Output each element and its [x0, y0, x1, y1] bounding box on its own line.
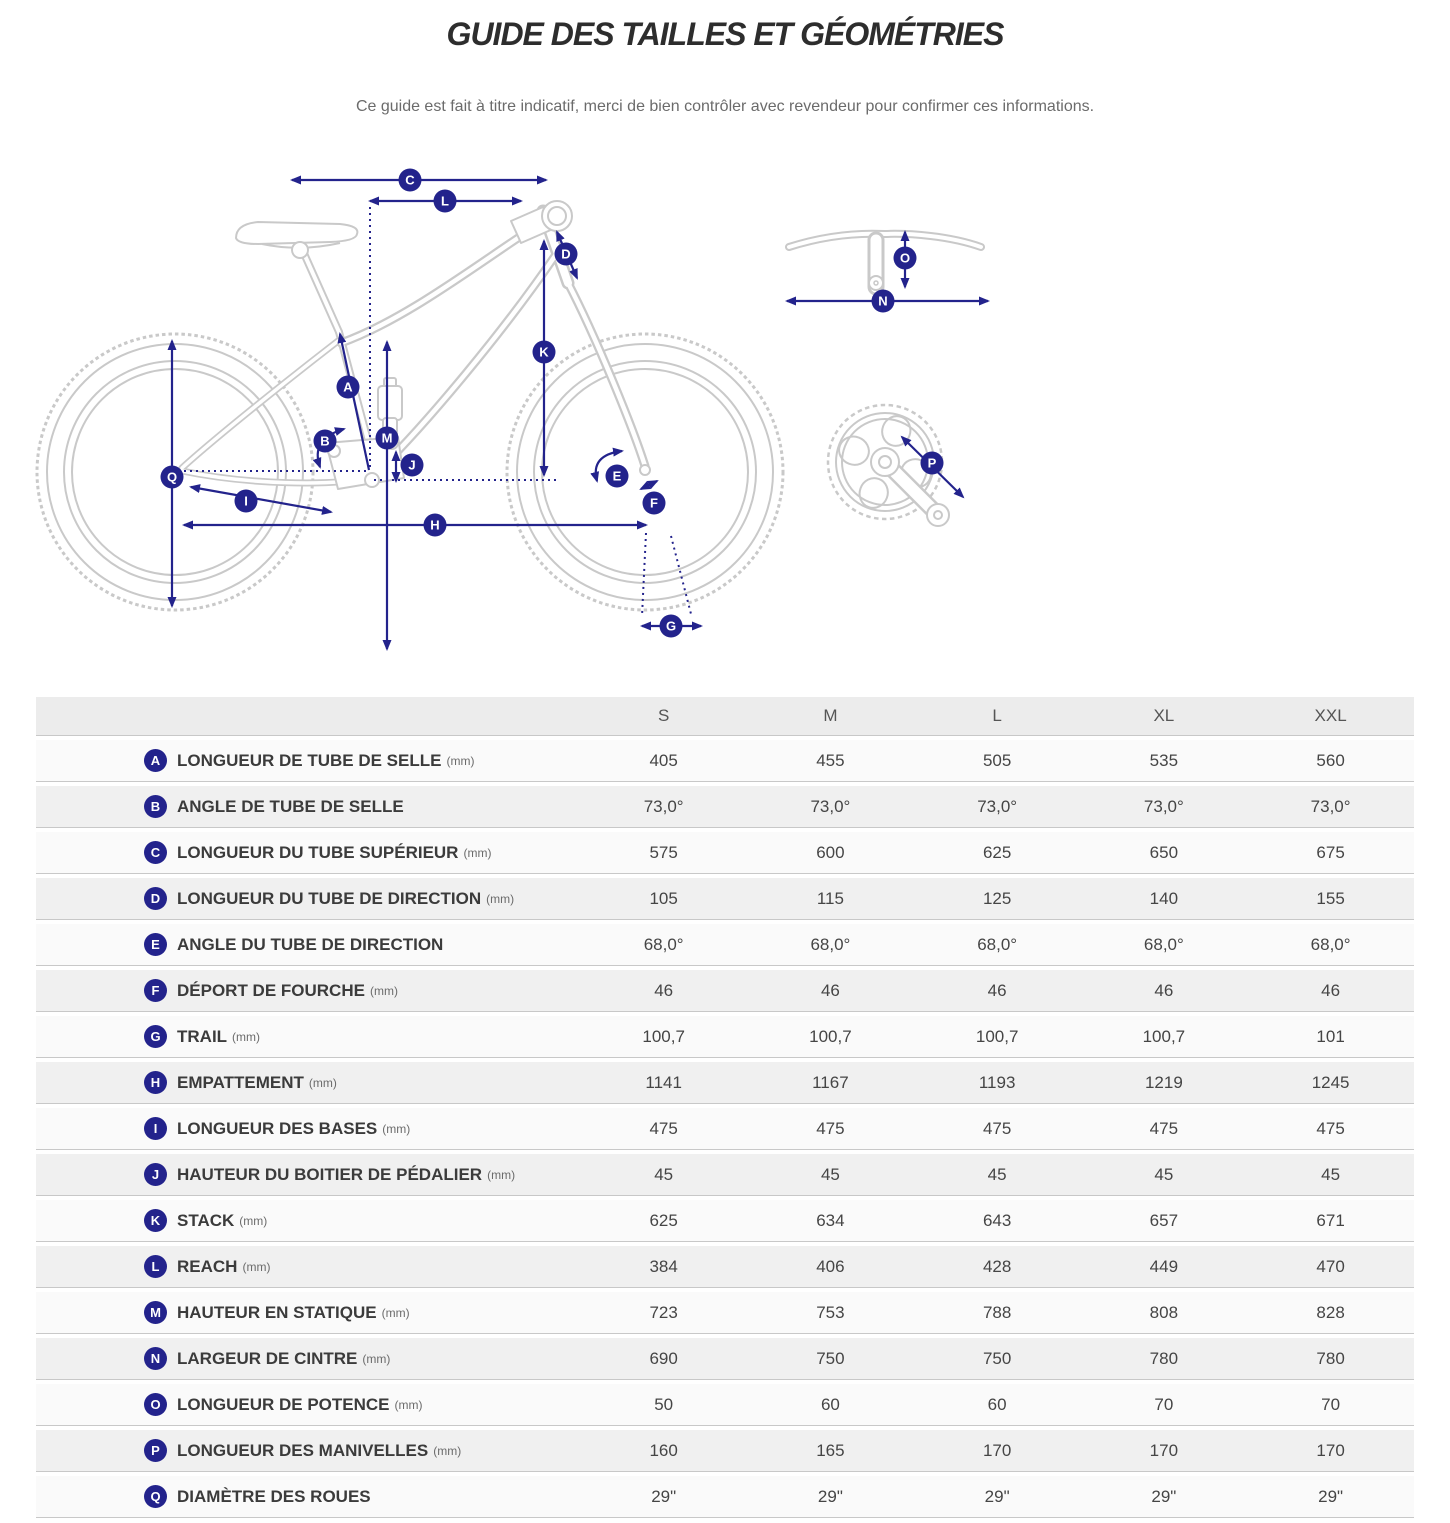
row-value-xxl: 45: [1321, 1164, 1341, 1184]
diagram-marker-q: [161, 466, 184, 489]
row-value-s: 384: [649, 1256, 678, 1276]
row-head: [36, 795, 580, 818]
table-row-b: [36, 786, 1414, 828]
table-row-a: [36, 740, 1414, 782]
row-value-l: 750: [982, 1348, 1012, 1368]
row-label: ANGLE DU TUBE DE DIRECTION: [177, 934, 444, 954]
row-letter-badge: K: [144, 1209, 167, 1232]
row-value-l: 625: [982, 842, 1012, 862]
svg-text:D: D: [561, 246, 571, 262]
svg-text:J: J: [408, 457, 416, 473]
row-value-xxl: 671: [1316, 1210, 1345, 1230]
row-value-xl: 29": [1151, 1486, 1177, 1506]
row-value-xxl: 675: [1316, 842, 1345, 862]
row-value-xl: 170: [1149, 1440, 1179, 1460]
row-value-l: 46: [987, 980, 1007, 1000]
row-value-l: 60: [987, 1394, 1007, 1414]
row-head: [36, 749, 580, 772]
row-value-m: 455: [816, 750, 845, 770]
row-value-m: 475: [816, 1118, 845, 1138]
svg-text:E: E: [612, 468, 622, 484]
row-head: [36, 1209, 580, 1232]
table-body: [36, 740, 1414, 1518]
row-label: LONGUEUR DES MANIVELLES: [177, 1440, 429, 1460]
row-value-xl: 780: [1149, 1348, 1179, 1368]
row-value-xxl: 46: [1321, 980, 1341, 1000]
row-value-l: 643: [982, 1210, 1012, 1230]
row-letter-badge: N: [144, 1347, 167, 1370]
row-head: [36, 1439, 580, 1462]
row-label: REACH: [177, 1256, 238, 1276]
diagram-marker-e: [606, 465, 629, 488]
table-row-j: [36, 1154, 1414, 1196]
table-row-g: [36, 1016, 1414, 1058]
row-letter-badge: G: [144, 1025, 167, 1048]
row-unit: (mm): [433, 1443, 462, 1458]
row-letter-badge: H: [144, 1071, 167, 1094]
row-value-l: 29": [984, 1486, 1010, 1506]
row-head: [36, 979, 580, 1002]
svg-text:Q: Q: [166, 469, 178, 485]
row-head: [36, 933, 580, 956]
row-value-xl: 46: [1154, 980, 1174, 1000]
page-title: GUIDE DES TAILLES ET GÉOMÉTRIES: [446, 16, 1004, 52]
table-row-o: [36, 1384, 1414, 1426]
row-label: LONGUEUR DE POTENCE: [177, 1394, 390, 1414]
svg-text:F: F: [650, 495, 658, 511]
table-row-k: [36, 1200, 1414, 1242]
row-head: [36, 1025, 580, 1048]
table-row-n: [36, 1338, 1414, 1380]
row-value-xl: 70: [1154, 1394, 1174, 1414]
row-value-xl: 475: [1149, 1118, 1179, 1138]
row-unit: (mm): [394, 1397, 423, 1412]
row-value-m: 46: [820, 980, 840, 1000]
svg-text:M: M: [381, 430, 393, 446]
row-value-l: 788: [982, 1302, 1012, 1322]
row-label: LARGEUR DE CINTRE: [177, 1348, 358, 1368]
row-value-xl: 68,0°: [1143, 934, 1184, 954]
row-value-m: 68,0°: [810, 934, 851, 954]
row-letter-badge: E: [144, 933, 167, 956]
svg-text:K: K: [539, 344, 549, 360]
row-value-m: 750: [816, 1348, 845, 1368]
row-value-l: 73,0°: [977, 796, 1018, 816]
geometry-diagram: [0, 150, 1450, 690]
table-row-d: [36, 878, 1414, 920]
row-label: DÉPORT DE FOURCHE: [177, 980, 365, 1000]
handlebar-icon: [789, 234, 981, 290]
row-letter-badge: D: [144, 887, 167, 910]
svg-text:L: L: [441, 193, 449, 209]
row-label: LONGUEUR DU TUBE DE DIRECTION: [177, 888, 482, 908]
svg-text:C: C: [405, 172, 415, 188]
row-value-xxl: 1245: [1311, 1072, 1350, 1092]
bike-geometry-diagram-svg: [0, 150, 1450, 690]
row-value-m: 73,0°: [810, 796, 851, 816]
row-value-xxl: 70: [1321, 1394, 1341, 1414]
row-value-xxl: 780: [1316, 1348, 1345, 1368]
svg-text:G: G: [665, 618, 677, 634]
row-letter-badge: P: [144, 1439, 167, 1462]
row-value-m: 60: [820, 1394, 840, 1414]
diagram-marker-h: [424, 514, 447, 537]
diagram-marker-i: [235, 490, 258, 513]
row-value-m: 1167: [812, 1072, 849, 1092]
row-unit: (mm): [487, 1167, 516, 1182]
svg-text:H: H: [430, 517, 440, 533]
column-header-xl: XL: [1153, 706, 1175, 725]
row-label: LONGUEUR DE TUBE DE SELLE: [177, 750, 442, 770]
row-head: [36, 1163, 580, 1186]
row-head: [36, 1485, 580, 1508]
row-unit: (mm): [239, 1213, 268, 1228]
row-value-s: 45: [654, 1164, 674, 1184]
row-value-xxl: 560: [1316, 750, 1345, 770]
svg-text:N: N: [878, 293, 888, 309]
row-value-l: 125: [982, 888, 1012, 908]
row-value-xxl: 470: [1316, 1256, 1345, 1276]
row-value-s: 68,0°: [643, 934, 684, 954]
row-letter-badge: J: [144, 1163, 167, 1186]
diagram-marker-p: [921, 452, 944, 475]
row-value-s: 475: [649, 1118, 678, 1138]
row-unit: (mm): [369, 983, 398, 998]
row-value-xxl: 170: [1316, 1440, 1345, 1460]
diagram-marker-f: [643, 492, 666, 515]
row-value-s: 575: [649, 842, 678, 862]
row-head: [36, 1255, 580, 1278]
row-unit: (mm): [232, 1029, 261, 1044]
row-label: LONGUEUR DES BASES: [177, 1118, 378, 1138]
row-value-s: 625: [649, 1210, 678, 1230]
row-head: [36, 887, 580, 910]
row-unit: (mm): [486, 891, 515, 906]
row-label: STACK: [177, 1210, 235, 1230]
svg-text:O: O: [899, 250, 911, 266]
table-row-f: [36, 970, 1414, 1012]
diagram-marker-j: [401, 454, 424, 477]
row-value-m: 600: [816, 842, 845, 862]
row-unit: (mm): [446, 753, 475, 768]
table-header-row: [36, 697, 1414, 736]
row-value-xl: 45: [1154, 1164, 1174, 1184]
row-letter-badge: O: [144, 1393, 167, 1416]
row-letter-badge: M: [144, 1301, 167, 1324]
row-value-s: 50: [654, 1394, 674, 1414]
row-head: [36, 1301, 580, 1324]
row-label: LONGUEUR DU TUBE SUPÉRIEUR: [177, 842, 459, 862]
row-value-s: 100,7: [642, 1026, 685, 1046]
row-value-s: 46: [654, 980, 674, 1000]
svg-text:B: B: [320, 433, 330, 449]
row-unit: (mm): [463, 845, 492, 860]
row-value-xxl: 475: [1316, 1118, 1345, 1138]
row-unit: (mm): [308, 1075, 337, 1090]
table-row-q: [36, 1476, 1414, 1518]
row-value-xl: 100,7: [1142, 1026, 1186, 1046]
diagram-marker-b: [314, 430, 337, 453]
row-value-xl: 535: [1149, 750, 1179, 770]
row-value-m: 45: [820, 1164, 840, 1184]
row-label: ANGLE DE TUBE DE SELLE: [177, 796, 404, 816]
row-unit: (mm): [242, 1259, 271, 1274]
row-value-l: 1193: [978, 1072, 1016, 1092]
row-letter-badge: Q: [144, 1485, 167, 1508]
row-value-s: 690: [649, 1348, 678, 1368]
row-head: [36, 1393, 580, 1416]
svg-text:A: A: [343, 379, 353, 395]
row-unit: (mm): [382, 1121, 411, 1136]
diagram-marker-g: [660, 615, 683, 638]
row-value-s: 1141: [645, 1072, 682, 1092]
row-value-xl: 808: [1149, 1302, 1179, 1322]
column-header-m: M: [823, 706, 838, 725]
column-header-s: S: [657, 706, 670, 725]
table-row-c: [36, 832, 1414, 874]
row-value-l: 505: [982, 750, 1012, 770]
row-label: DIAMÈTRE DES ROUES: [177, 1486, 371, 1506]
row-value-l: 68,0°: [977, 934, 1018, 954]
row-value-s: 160: [649, 1440, 678, 1460]
row-letter-badge: I: [144, 1117, 167, 1140]
diagram-marker-l: [434, 190, 457, 213]
row-value-l: 475: [982, 1118, 1012, 1138]
row-unit: (mm): [381, 1305, 410, 1320]
row-value-xxl: 73,0°: [1310, 796, 1351, 816]
row-value-xl: 650: [1149, 842, 1179, 862]
table-row-e: [36, 924, 1414, 966]
row-value-xl: 73,0°: [1143, 796, 1184, 816]
table-row-m: [36, 1292, 1414, 1334]
row-value-m: 634: [816, 1210, 845, 1230]
page-subtitle: Ce guide est fait à titre indicatif, merci de bien contrôler avec revendeur pour confirmer ces informations.: [355, 98, 1095, 115]
row-label: HAUTEUR EN STATIQUE: [177, 1302, 377, 1322]
diagram-marker-n: [872, 290, 895, 313]
row-value-xxl: 68,0°: [1310, 934, 1351, 954]
row-value-xl: 449: [1149, 1256, 1179, 1276]
row-value-xl: 657: [1149, 1210, 1179, 1230]
row-value-l: 428: [982, 1256, 1012, 1276]
row-value-l: 45: [987, 1164, 1007, 1184]
row-value-xxl: 101: [1316, 1026, 1345, 1046]
row-head: [36, 1071, 580, 1094]
row-value-m: 29": [817, 1486, 843, 1506]
row-label: TRAIL: [177, 1026, 228, 1046]
row-value-m: 753: [816, 1302, 845, 1322]
row-label: HAUTEUR DU BOITIER DE PÉDALIER: [177, 1164, 483, 1184]
row-value-l: 170: [982, 1440, 1012, 1460]
row-value-xxl: 828: [1316, 1302, 1345, 1322]
row-value-s: 29": [651, 1486, 677, 1506]
row-value-l: 100,7: [975, 1026, 1019, 1046]
row-value-xxl: 155: [1316, 888, 1345, 908]
row-value-s: 405: [649, 750, 678, 770]
geometry-table: [36, 697, 1414, 1522]
row-value-m: 406: [816, 1256, 845, 1276]
row-head: [36, 1117, 580, 1140]
row-head: [36, 841, 580, 864]
row-value-m: 165: [816, 1440, 845, 1460]
row-value-s: 723: [649, 1302, 678, 1322]
row-value-xl: 1219: [1144, 1072, 1183, 1092]
svg-text:I: I: [244, 493, 248, 509]
column-header-l: L: [992, 706, 1002, 725]
row-letter-badge: C: [144, 841, 167, 864]
row-value-xl: 140: [1149, 888, 1179, 908]
table-row-i: [36, 1108, 1414, 1150]
diagram-marker-c: [399, 169, 422, 192]
table-row-h: [36, 1062, 1414, 1104]
row-value-s: 105: [649, 888, 678, 908]
row-value-m: 100,7: [809, 1026, 852, 1046]
row-value-s: 73,0°: [643, 796, 684, 816]
row-unit: (mm): [362, 1351, 391, 1366]
row-label: EMPATTEMENT: [177, 1072, 304, 1092]
diagram-marker-a: [337, 376, 360, 399]
diagram-marker-d: [555, 243, 578, 266]
row-head: [36, 1347, 580, 1370]
svg-text:P: P: [927, 455, 937, 471]
row-letter-badge: L: [144, 1255, 167, 1278]
row-value-m: 115: [816, 888, 844, 908]
row-letter-badge: F: [144, 979, 167, 1002]
diagram-marker-k: [533, 341, 556, 364]
diagram-marker-o: [894, 247, 917, 270]
table-row-l: [36, 1246, 1414, 1288]
row-value-xxl: 29": [1318, 1486, 1344, 1506]
row-letter-badge: B: [144, 795, 167, 818]
column-header-xxl: XXL: [1314, 706, 1347, 725]
diagram-marker-m: [376, 427, 399, 450]
row-letter-badge: A: [144, 749, 167, 772]
table-row-p: [36, 1430, 1414, 1472]
